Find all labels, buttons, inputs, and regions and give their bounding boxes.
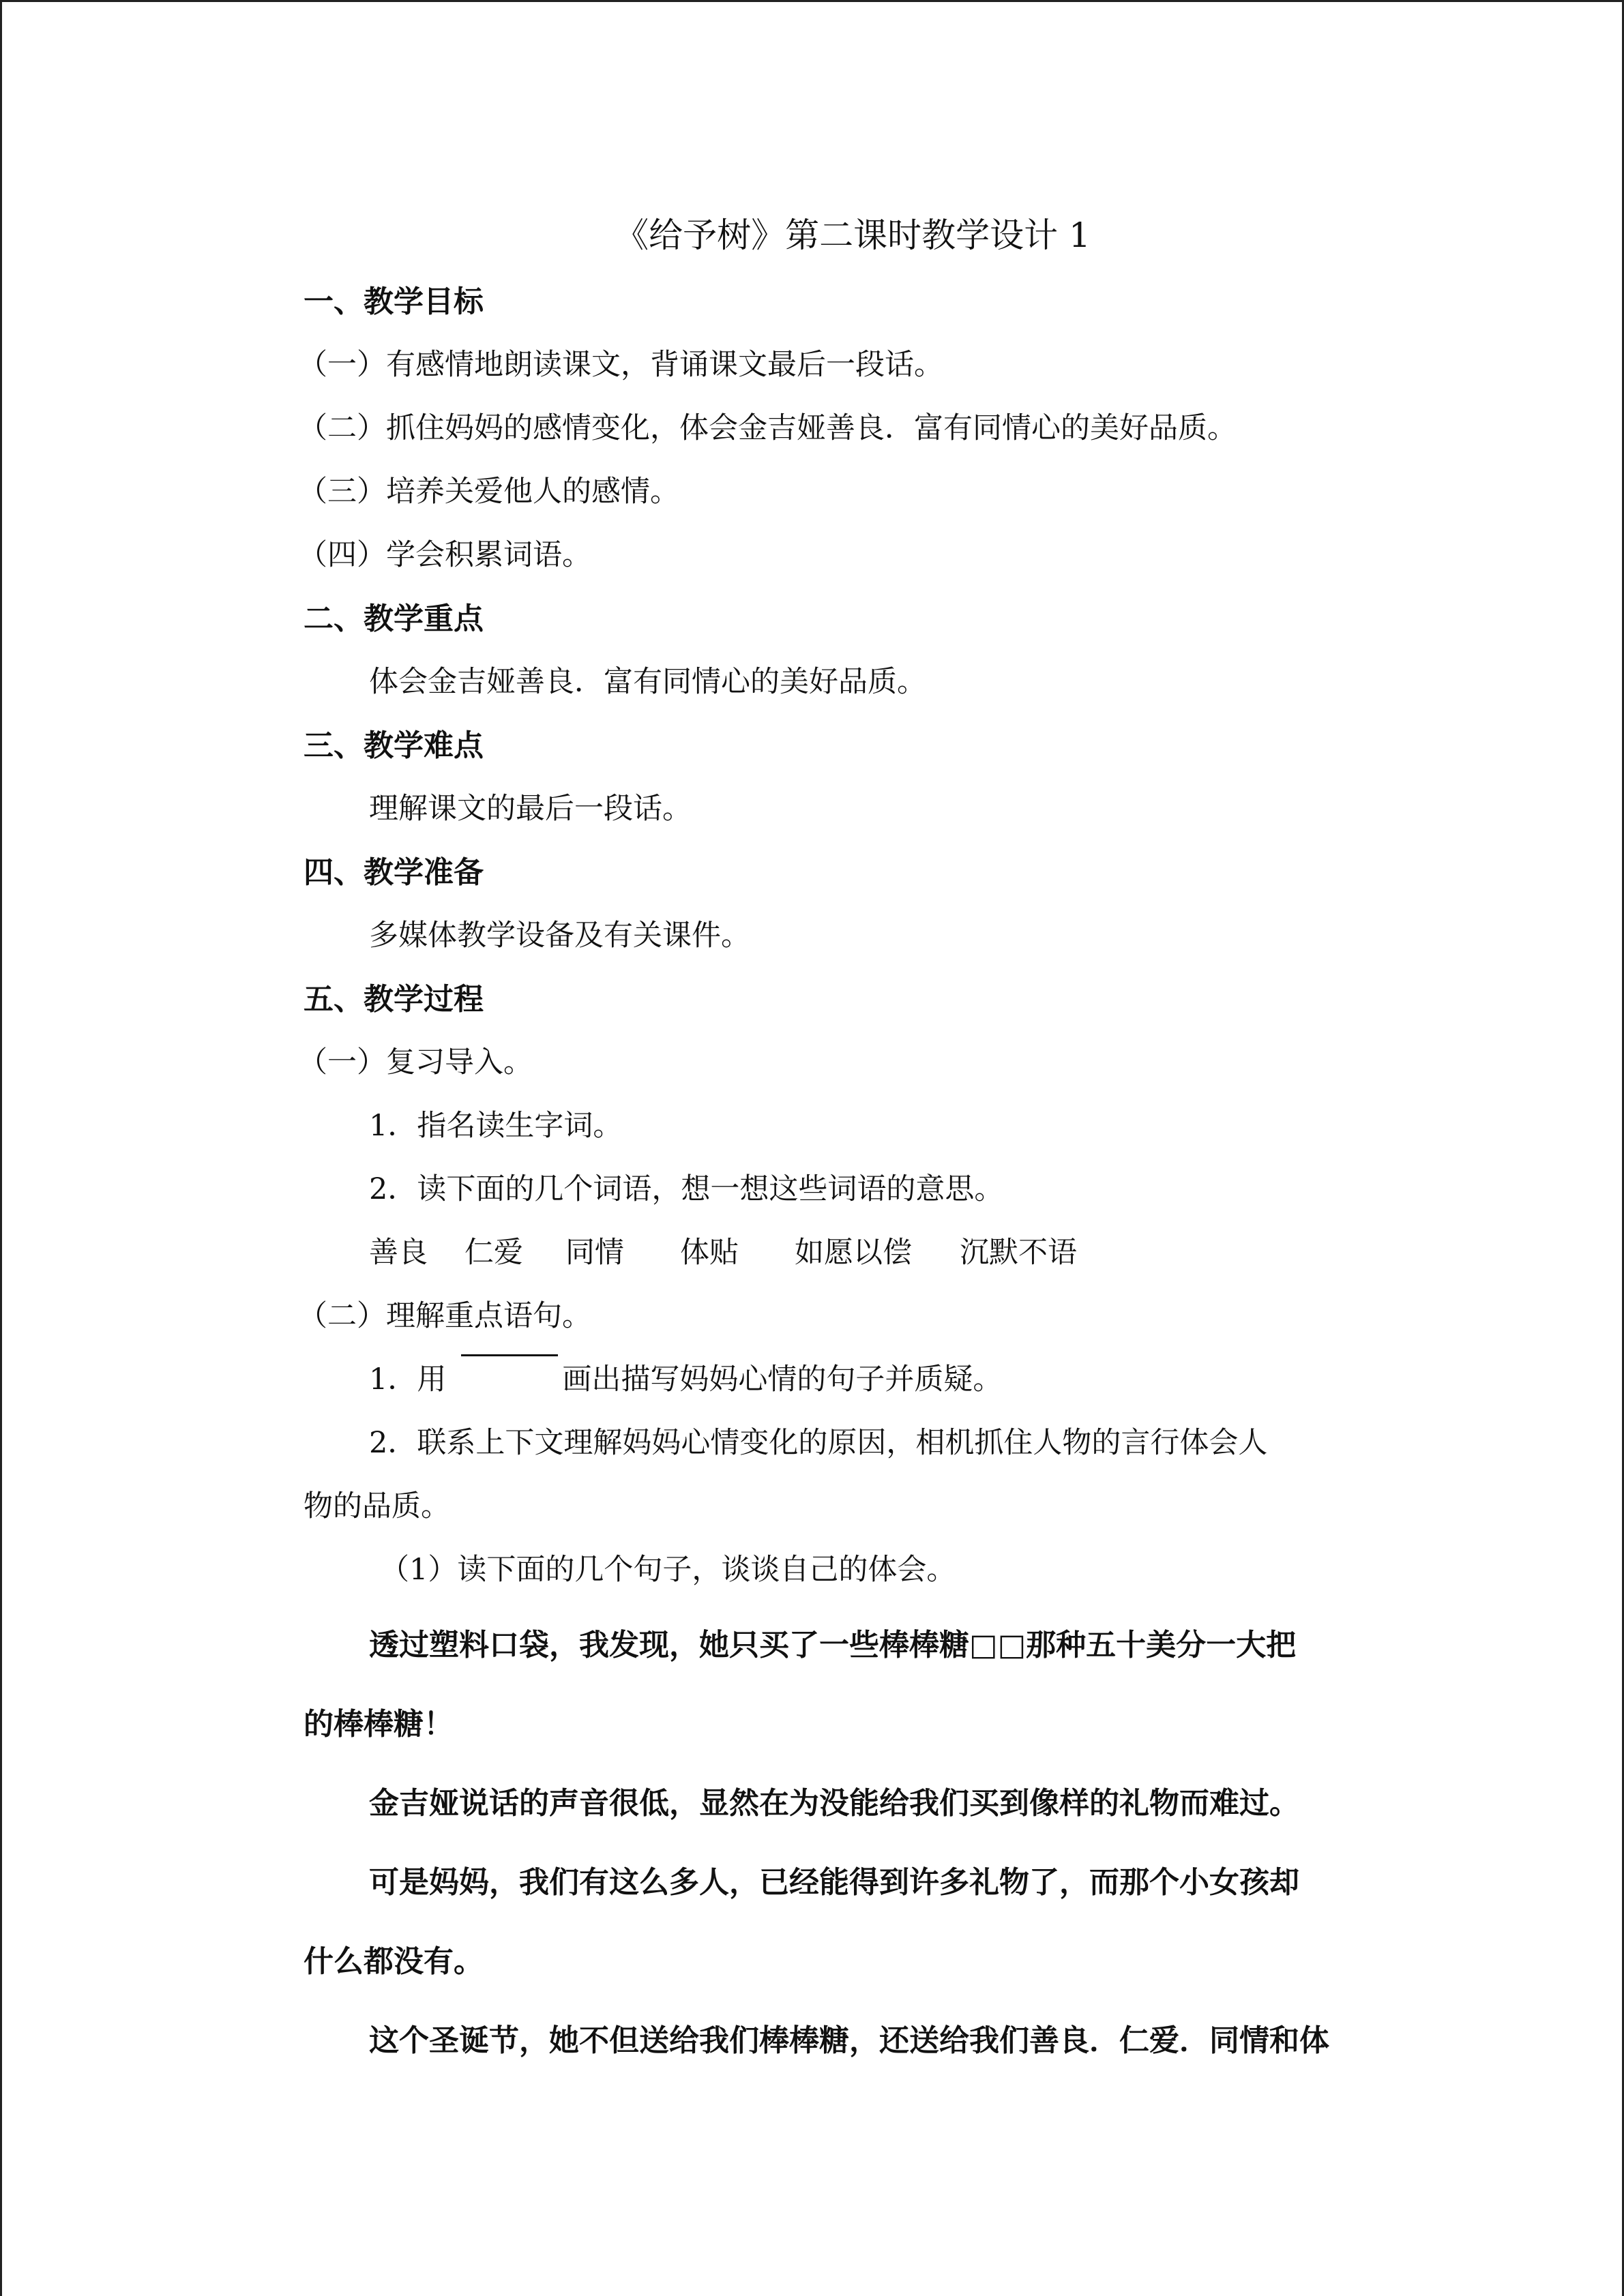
vocabulary-word: 善良 [369,1236,428,1270]
difficulties-text: 理解课文的最后一段话。 [369,792,692,826]
objective-item-4: （四）学会积累词语。 [298,538,591,572]
objective-item-2: （二）抓住妈妈的感情变化，体会金吉娅善良．富有同情心的美好品质。 [298,411,1237,445]
quote-4: 这个圣诞节，她不但送给我们棒棒糖，还送给我们善良．仁爱．同情和体 [369,2023,1329,2058]
vocabulary-word: 同情 [565,1236,624,1270]
objective-item-1: （一）有感情地朗读课文，背诵课文最后一段话。 [298,348,943,382]
process-part-2-step-2-line-2: 物的品质。 [304,1489,450,1523]
vocabulary-word: 仁爱 [464,1236,523,1270]
step-1-suffix: 画出描写妈妈心情的句子并质疑。 [562,1362,1003,1397]
process-part-2-sub-1: （1）读下面的几个句子，谈谈自己的体会。 [380,1553,956,1587]
quote-1-line-2: 的棒棒糖！ [304,1707,454,1742]
process-part-1-step-1: 1．指名读生字词。 [369,1109,623,1143]
process-part-2: （二）理解重点语句。 [298,1299,591,1333]
underline-symbol [461,1354,558,1377]
quote-3-line-1: 可是妈妈，我们有这么多人，已经能得到许多礼物了，而那个小女孩却 [369,1865,1299,1900]
process-part-2-step-2-line-1: 2．联系上下文理解妈妈心情变化的原因，相机抓住人物的言行体会人 [369,1426,1268,1460]
quote-1-line-1: 透过塑料口袋，我发现，她只买了一些棒棒糖□□那种五十美分一大把 [369,1628,1297,1663]
vocabulary-word: 沉默不语 [960,1236,1077,1270]
quote-3-line-2: 什么都没有。 [304,1944,484,1979]
section-heading-objectives: 一、教学目标 [304,284,484,319]
vocabulary-word: 体贴 [680,1236,739,1270]
section-heading-process: 五、教学过程 [304,982,484,1017]
process-part-2-step-1 [304,1348,1374,1412]
section-heading-key-points: 二、教学重点 [304,601,484,636]
preparation-text: 多媒体教学设备及有关课件。 [369,919,750,953]
process-part-1-step-2: 2．读下面的几个词语，想一想这些词语的意思。 [369,1172,1004,1206]
document-title: 《给予树》第二课时教学设计 1 [615,215,1091,255]
quote-2: 金吉娅说话的声音很低，显然在为没能给我们买到像样的礼物而难过。 [369,1786,1299,1821]
key-points-text: 体会金吉娅善良．富有同情心的美好品质。 [369,665,926,699]
process-part-1: （一）复习导入。 [298,1045,533,1079]
section-heading-difficulties: 三、教学难点 [304,728,484,763]
step-1-prefix: 1．用 [369,1362,447,1397]
vocabulary-word-list [304,1221,1374,1285]
section-heading-preparation: 四、教学准备 [304,855,484,890]
document-body [298,205,1374,2081]
objective-item-3: （三）培养关爱他人的感情。 [298,475,679,509]
vocabulary-word: 如愿以偿 [795,1236,912,1270]
